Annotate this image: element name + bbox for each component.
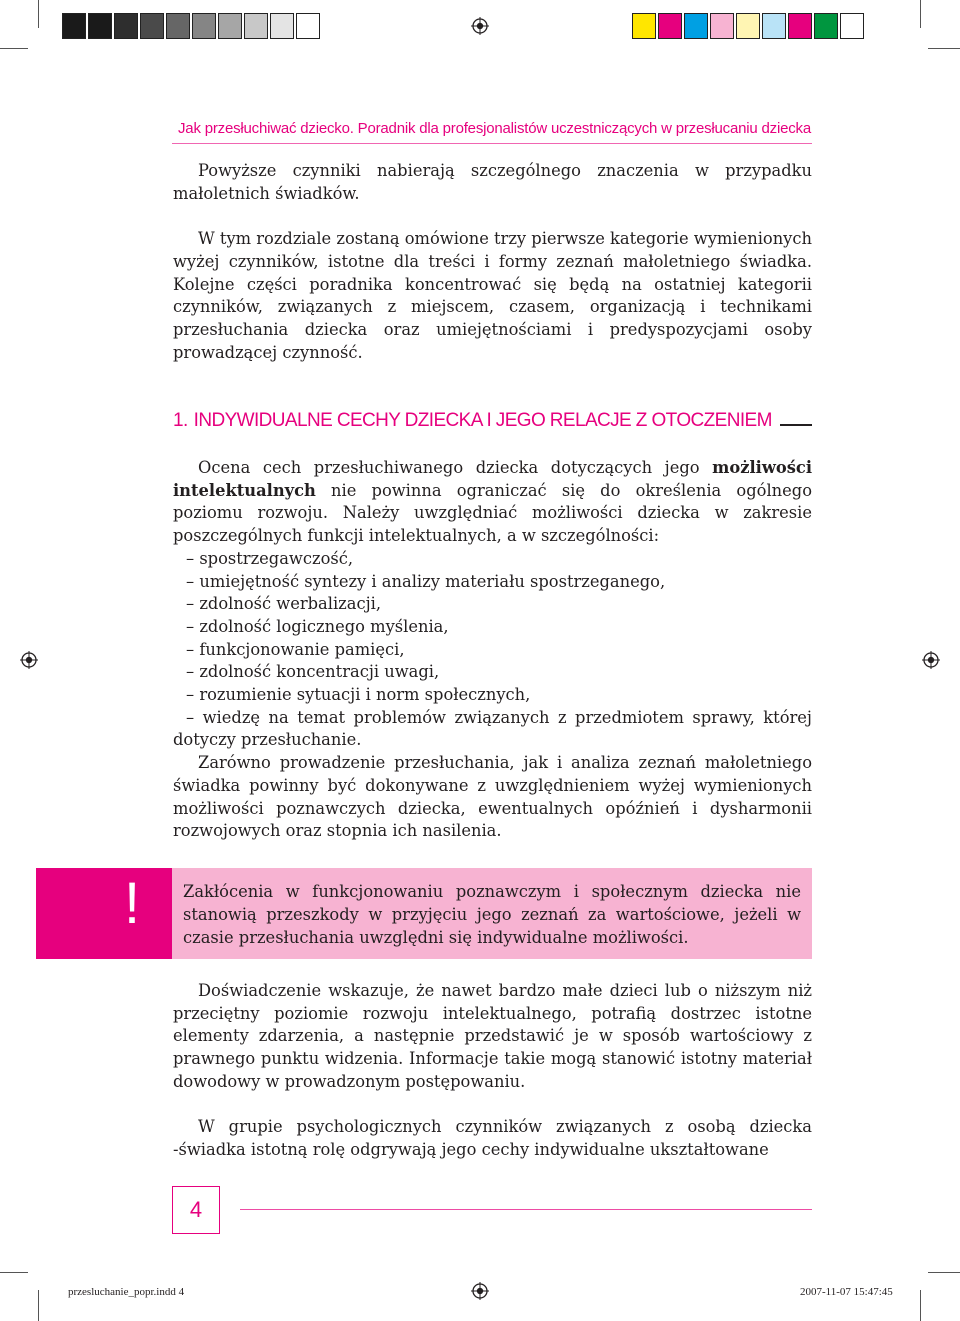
list-item: – zdolność werbalizacji, bbox=[173, 593, 812, 616]
intro-text bbox=[173, 160, 812, 364]
list-item: – umiejętność syntezy i analizy materiału spostrzeganego, bbox=[173, 571, 812, 594]
color-swatch bbox=[788, 13, 812, 39]
section-title: INDYWIDUALNE CECHY DZIECKA I JEGO RELACJE Z OTOCZENIEM bbox=[193, 410, 772, 431]
body-text bbox=[173, 457, 812, 843]
bold-term: możliwości intelektualnych bbox=[173, 458, 812, 500]
paragraph: W grupie psychologicznych czynników związanych z osobą dziecka -świadka istotną rolę odgrywają jego cechy indywidualne ukształtowane bbox=[173, 1117, 812, 1159]
process-color-bar bbox=[632, 13, 866, 39]
crop-mark bbox=[920, 0, 921, 28]
crop-mark bbox=[38, 1290, 39, 1321]
intellectual-functions-list bbox=[173, 548, 812, 752]
crop-mark bbox=[928, 48, 960, 49]
running-head: Jak przesłuchiwać dziecko. Poradnik dla profesjonalistów uczestniczących w przesłucaniu dziecka bbox=[178, 120, 811, 137]
crop-mark bbox=[0, 48, 28, 49]
callout-box bbox=[36, 868, 812, 959]
paragraph: Zarówno prowadzenie przesłuchania, jak i analiza zeznań małoletniego świadka powinny być dokonywane z uwzględnieniem wyżej wymienionych możliwości poznawczych dziecka, ewentualnych opóźnień i dysharmonii rozwojowych oraz stopnia ich nasilenia. bbox=[173, 753, 812, 841]
crop-mark bbox=[928, 1272, 960, 1273]
color-swatch bbox=[736, 13, 760, 39]
list-item: – wiedzę na temat problemów związanych z przedmiotem sprawy, której dotyczy przesłuchanie. bbox=[173, 707, 812, 752]
paragraph: Doświadczenie wskazuje, że nawet bardzo małe dzieci lub o niższym niż przeciętny poziomie rozwoju intelektualnego, potrafią dostrzec istotne elementy zdarzenia, a następnie przedstawić je w sposób wartościowy z prawnego punktu widzenia. Informacje takie mogą stanowić istotny materiał dowodowy w prowadzonym postępowaniu. bbox=[173, 981, 812, 1091]
color-swatch bbox=[658, 13, 682, 39]
list-item: – funkcjonowanie pamięci, bbox=[173, 639, 812, 662]
color-swatch bbox=[270, 13, 294, 39]
footer-rule bbox=[240, 1209, 812, 1210]
crop-mark bbox=[38, 0, 39, 28]
callout-text: Zakłócenia w funkcjonowaniu poznawczym i społecznym dziecka nie stanowią przeszkody w przyjęciu jego zeznań za wartościowe, jeżeli w czasie przesłuchania uwzględni się indywidualne możliwości. bbox=[183, 882, 801, 947]
list-item: – zdolność koncentracji uwagi, bbox=[173, 661, 812, 684]
registration-mark-icon bbox=[471, 17, 489, 35]
color-swatch bbox=[244, 13, 268, 39]
page-number: 4 bbox=[172, 1186, 220, 1234]
color-swatch bbox=[88, 13, 112, 39]
color-swatch bbox=[814, 13, 838, 39]
list-item: – rozumienie sytuacji i norm społecznych, bbox=[173, 684, 812, 707]
closing-text bbox=[173, 980, 812, 1162]
color-swatch bbox=[166, 13, 190, 39]
color-swatch bbox=[710, 13, 734, 39]
text-run: nie powinna ograniczać się do określenia ogólnego poziomu rozwoju. Należy uwzględniać możliwości dziecka w zakresie poszczególnych funkcji intelektualnych, a w szczególności: bbox=[173, 480, 812, 546]
color-swatch bbox=[218, 13, 242, 39]
color-swatch bbox=[296, 13, 320, 39]
exclamation-icon: ! bbox=[124, 871, 141, 936]
list-item: – spostrzegawczość, bbox=[173, 548, 812, 571]
registration-mark-icon bbox=[471, 1282, 489, 1300]
paragraph bbox=[173, 457, 812, 548]
text-run: Ocena cech przesłuchiwanego dziecka dotyczących jego bbox=[198, 458, 713, 477]
running-head-rule bbox=[172, 143, 812, 144]
callout-marker bbox=[36, 868, 172, 959]
crop-mark bbox=[920, 1290, 921, 1321]
paragraph: Powyższe czynniki nabierają szczególnego znaczenia w przypadku małoletnich świadków. bbox=[173, 161, 812, 203]
slug-timestamp: 2007-11-07 15:47:45 bbox=[800, 1286, 893, 1298]
color-swatch bbox=[632, 13, 656, 39]
color-swatch bbox=[192, 13, 216, 39]
list-item: – zdolność logicznego myślenia, bbox=[173, 616, 812, 639]
heading-rule bbox=[780, 424, 812, 426]
grayscale-color-bar bbox=[62, 13, 322, 39]
color-swatch bbox=[840, 13, 864, 39]
color-swatch bbox=[684, 13, 708, 39]
crop-mark bbox=[0, 1272, 28, 1273]
section-heading bbox=[173, 410, 812, 432]
registration-mark-icon bbox=[922, 651, 940, 669]
paragraph: W tym rozdziale zostaną omówione trzy pierwsze kategorie wymienionych wyżej czynników, istotne dla treści i formy zeznań małoletniego świadka. Kolejne części poradnika koncentrować się będą na ostatniej kategorii czynników, związanych z miejscem, czasem, organizacją i technikami przesłuchania dziecka oraz umiejętnościami i predyspozycjami osoby prowadzącej czynność. bbox=[173, 229, 812, 362]
color-swatch bbox=[762, 13, 786, 39]
registration-mark-icon bbox=[20, 651, 38, 669]
slug-filename: przesluchanie_popr.indd 4 bbox=[68, 1286, 185, 1298]
section-number: 1. bbox=[173, 410, 188, 431]
color-swatch bbox=[62, 13, 86, 39]
color-swatch bbox=[114, 13, 138, 39]
color-swatch bbox=[140, 13, 164, 39]
